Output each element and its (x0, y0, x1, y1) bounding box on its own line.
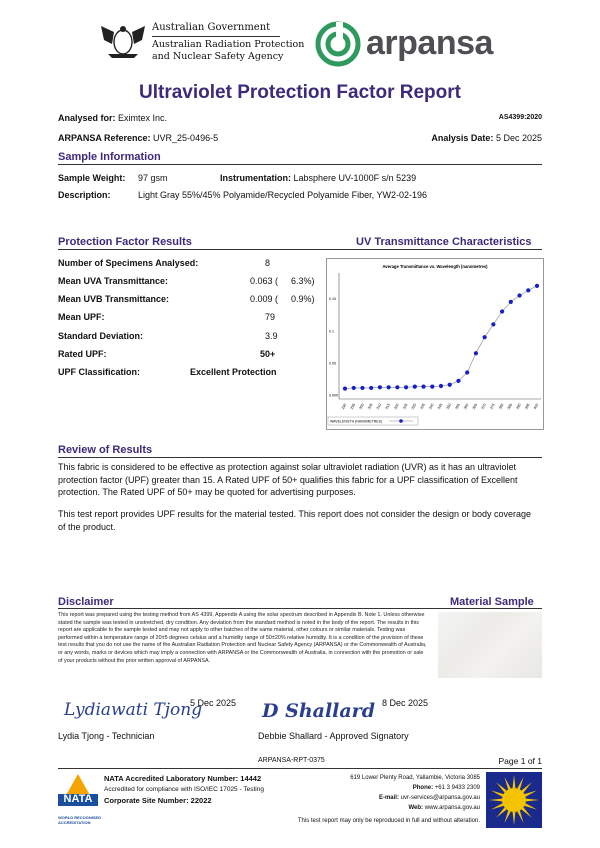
nata-accreditation: Accredited for compliance with ISO/IEC 17025 - Testing (104, 786, 264, 793)
data-point (430, 385, 434, 389)
protection-row-percent: 0.9%) (291, 294, 315, 304)
x-tick-label: 385 (506, 402, 514, 411)
protection-row-value: 3.9 (265, 331, 278, 341)
protection-row-label: UPF Classification: (58, 367, 141, 377)
protection-row-label: Standard Deviation: (58, 331, 144, 341)
phone-label: Phone: (412, 785, 434, 791)
page-number: Page 1 of 1 (498, 756, 542, 766)
y-tick-label: 0.15 (329, 297, 336, 302)
description-label: Description: (58, 190, 111, 200)
nata-sub-1: WORLD RECOGNISED (58, 815, 102, 820)
web-link[interactable]: www.arpansa.gov.au (424, 805, 480, 811)
sample-info-heading: Sample Information (58, 151, 161, 163)
arpansa-logo-icon (314, 20, 364, 68)
protection-row-percent: 6.3%) (291, 276, 315, 286)
instrumentation-label: Instrumentation: (220, 173, 291, 183)
x-tick-label: 320 (393, 402, 400, 411)
reference-label: ARPANSA Reference: (58, 133, 151, 143)
legend-marker (399, 419, 403, 423)
x-tick-label: 390 (515, 402, 522, 411)
data-point (456, 379, 460, 383)
legend-label: WAVELENGTH (NANOMETRES) (330, 419, 383, 424)
data-point (526, 288, 530, 292)
nata-logo (58, 772, 102, 826)
review-paragraph-1: This fabric is considered to be effective as protection against solar ultraviolet radiation (UVR) as it has an ultraviolet protection factor (UPF) greater than 15. A Rated UPF of 50+ qualifies this fabric for a UPF classification of Excellent protection. The Rated UPF of 50+ may be quoted for advertising purposes. (58, 462, 518, 497)
x-tick-label: 365 (471, 402, 479, 411)
data-point (483, 335, 487, 339)
gov-crest (98, 22, 148, 62)
x-tick-label: 400 (532, 402, 540, 411)
gov-title: Australian Government (152, 22, 271, 33)
signature-technician: Lydiawati Tjong (64, 700, 203, 720)
nata-logo-text: NATA (63, 793, 93, 805)
sample-weight-value: 97 gsm (138, 173, 168, 183)
data-point (395, 385, 399, 389)
protection-row-label: Mean UPF: (58, 312, 105, 322)
protection-row-value: 50+ (260, 349, 276, 359)
reproduction-note: This test report may only be reproduced in full and without alteration. (297, 818, 480, 824)
protection-row-value: 0.009 ( (250, 294, 279, 304)
protection-row-label: Mean UVA Transmittance: (58, 276, 169, 286)
corporate-site: Corporate Site Number: 22022 (104, 796, 212, 805)
material-sample-image (438, 612, 542, 678)
x-tick-label: 380 (497, 402, 505, 411)
phone-value: +61 3 9433 2309 (434, 785, 480, 791)
x-tick-label: 335 (419, 402, 426, 411)
data-point (387, 385, 391, 389)
x-tick-label: 360 (463, 402, 470, 411)
disclaimer-text: This report was prepared using the testing method from AS 4399, Appendix A using the solar spectrum described in Appendix B. Note 1. Unless otherwise stated the sample was tested in unstretched, dry condition. Any deviation from the standard method is noted in the body of the report. The results in this report are applicable to the sample tested and may not apply to other batches of the same material, other colours or similar materials. Testing was performed within a temperature range of 20±5 degrees celsius and a humidity range of 50±20% relative humidity. It is a condition of the provision of these test results that you do not use the name of the Australian Radiation Protection and Nuclear Safety Agency (ARPANSA) or the Commonwealth of Australia, or any words, marks or devices which may imply a connection with ARPANSA or the Commonwealth of Australia, in connection with the promotion or sale of your products without the prior written approval of ARPANSA. (58, 612, 427, 664)
x-tick-label: 300 (358, 402, 365, 411)
analysis-date-label: Analysis Date: (431, 133, 494, 143)
data-point (535, 284, 539, 288)
disclaimer-heading: Disclaimer (58, 596, 114, 608)
x-tick-label: 355 (454, 402, 461, 411)
description-value: Light Gray 55%/45% Polyamide/Recycled Polyamide Fiber, YW2-02-196 (138, 190, 427, 200)
signatory-date: 8 Dec 2025 (382, 698, 429, 708)
x-tick-label: 395 (524, 402, 531, 411)
data-point (404, 385, 408, 389)
data-point (413, 385, 417, 389)
x-tick-label: 375 (489, 402, 496, 411)
agency-line-2: and Nuclear Safety Agency (152, 51, 284, 62)
protection-row-value: Excellent Protection (190, 367, 277, 377)
instrumentation-value: Labsphere UV-1000F s/n 5239 (293, 173, 417, 183)
address: 619 Lower Plenty Road, Yallambie, Victoria 3085 (350, 775, 480, 781)
x-tick-label: 290 (340, 402, 348, 411)
data-point (500, 309, 504, 313)
x-tick-label: 315 (384, 402, 392, 411)
x-tick-label: 345 (436, 402, 444, 411)
data-point (360, 386, 364, 390)
protection-row-value: 79 (265, 312, 276, 322)
technician-date: 5 Dec 2025 (190, 698, 237, 708)
technician-name: Lydia Tjong - Technician (58, 731, 155, 741)
y-tick-label: 0.05 (329, 361, 336, 366)
x-tick-label: 340 (428, 402, 435, 411)
standard-code: AS4399:2020 (498, 114, 542, 121)
uv-heading: UV Transmittance Characteristics (356, 236, 532, 248)
nata-sub-2: ACCREDITATION (58, 820, 91, 825)
email-link[interactable]: uvr-services@arpansa.gov.au (400, 795, 480, 801)
protection-heading: Protection Factor Results (58, 236, 192, 248)
data-point (421, 385, 425, 389)
protection-row-value: 0.063 ( (250, 276, 279, 286)
data-point (509, 300, 513, 304)
x-tick-label: 325 (401, 402, 409, 411)
chart-title: Average Transmittance vs. Wavelength (nanometres) (382, 264, 488, 269)
data-point (439, 384, 443, 388)
arpansa-wordmark: arpansa (366, 24, 493, 62)
review-heading: Review of Results (58, 444, 153, 456)
data-point (517, 293, 521, 297)
x-tick-label: 310 (375, 402, 383, 411)
report-title: Ultraviolet Protection Factor Report (139, 82, 461, 103)
data-point (343, 386, 347, 390)
data-point (465, 370, 469, 374)
x-tick-label: 370 (480, 402, 488, 411)
sample-weight-label: Sample Weight: (58, 173, 126, 183)
analysis-date-value: 5 Dec 2025 (495, 133, 542, 143)
review-paragraph-2: This test report provides UPF results for the material tested. This report does not consider the design or body coverage of the product. (58, 509, 532, 532)
protection-row-label: Number of Specimens Analysed: (58, 258, 199, 268)
analysed-for-value: Eximtex Inc. (118, 113, 168, 123)
transmittance-chart (326, 258, 544, 430)
x-tick-label: 305 (367, 402, 374, 411)
protection-row-label: Rated UPF: (58, 349, 107, 359)
protection-row-value: 8 (265, 258, 271, 268)
nata-number: NATA Accredited Laboratory Number: 14442 (104, 774, 262, 783)
web-label: Web: (408, 805, 424, 811)
sun-seal-icon (486, 772, 542, 828)
agency-line-1: Australian Radiation Protection (152, 39, 305, 50)
signature-signatory: D Shallard (262, 700, 375, 722)
y-tick-label: 0.000 (329, 393, 338, 398)
x-tick-label: 350 (445, 402, 453, 411)
signatory-name: Debbie Shallard - Approved Signatory (258, 731, 409, 741)
data-point (474, 351, 478, 355)
y-tick-label: 0.1 (329, 329, 334, 334)
data-point (491, 322, 495, 326)
data-point (448, 383, 452, 387)
material-sample-heading: Material Sample (450, 596, 534, 608)
data-point (378, 385, 382, 389)
data-point (352, 386, 356, 390)
chart-svg (327, 259, 543, 429)
series-line (345, 286, 537, 389)
report-id: ARPANSA-RPT-0375 (258, 757, 325, 764)
x-tick-label: 295 (349, 402, 357, 411)
reference-value: UVR_25-0496-5 (153, 133, 219, 143)
email-label: E-mail: (378, 795, 399, 801)
x-tick-label: 330 (410, 402, 418, 411)
data-point (369, 386, 373, 390)
analysed-for-label: Analysed for: (58, 113, 116, 123)
protection-row-label: Mean UVB Transmittance: (58, 294, 170, 304)
